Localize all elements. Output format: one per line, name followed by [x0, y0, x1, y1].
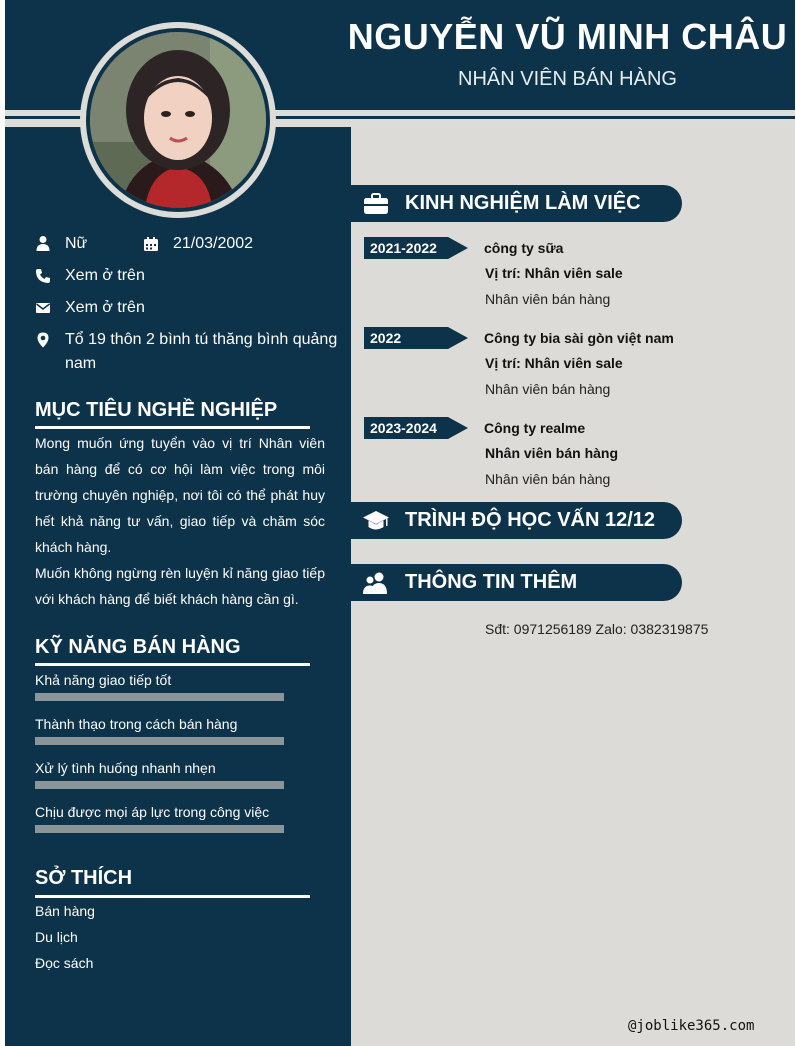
extra-info-header [351, 564, 682, 601]
email-value: Xem ở trên [65, 299, 145, 316]
candidate-name: NGUYỄN VŨ MINH CHÂU [347, 16, 788, 57]
profile-photo [90, 32, 266, 208]
skill-bar [35, 825, 284, 833]
job-years: 2022 [370, 330, 402, 346]
objective-text [35, 430, 325, 612]
skill-label: Khả năng giao tiếp tốt [35, 672, 172, 688]
job-position: Nhân viên bán hàng [485, 445, 619, 461]
job-position: Vị trí: Nhân viên sale [485, 265, 623, 281]
skills-title: KỸ NĂNG BÁN HÀNG [35, 636, 241, 658]
objective-underline [35, 426, 310, 429]
location-icon [35, 332, 51, 348]
skill-bar [35, 693, 284, 701]
education-title: TRÌNH ĐỘ HỌC VẤN 12/12 [405, 509, 656, 531]
skill-bar [35, 781, 284, 789]
contact-details: Sđt: 0971256189 Zalo: 0382319875 [485, 621, 709, 637]
job-years: 2023-2024 [370, 420, 437, 436]
job-company: Công ty realme [484, 420, 586, 436]
skill-label: Xử lý tình huống nhanh nhẹn [35, 760, 216, 776]
avatar [80, 22, 276, 218]
hobby-item: Đọc sách [35, 955, 94, 971]
watermark: @joblike365.com [628, 1018, 755, 1034]
users-icon [363, 570, 389, 596]
hobby-item: Du lịch [35, 929, 78, 945]
mail-icon [35, 300, 51, 316]
skill-bar [35, 737, 284, 745]
hobby-item: Bán hàng [35, 903, 95, 919]
experience-title: KINH NGHIỆM LÀM VIỆC [405, 192, 641, 214]
job-description: Nhân viên bán hàng [485, 471, 611, 487]
job-years: 2021-2022 [370, 240, 437, 256]
objective-title: MỤC TIÊU NGHỀ NGHIỆP [35, 399, 278, 421]
candidate-role: NHÂN VIÊN BÁN HÀNG [458, 68, 677, 90]
user-icon [35, 235, 51, 251]
job-company: Công ty bia sài gòn việt nam [484, 330, 674, 346]
job-company: công ty sữa [484, 240, 564, 256]
hobbies-title: SỞ THÍCH [35, 867, 133, 889]
hobbies-underline [35, 895, 310, 898]
job-description: Nhân viên bán hàng [485, 381, 611, 397]
education-header [351, 502, 682, 539]
briefcase-icon [363, 191, 389, 217]
skills-underline [35, 663, 310, 666]
experience-header [351, 185, 682, 222]
skill-label: Thành thạo trong cách bán hàng [35, 716, 238, 732]
phone-icon [35, 268, 51, 284]
objective-paragraph-1: Mong muốn ứng tuyển vào vị trí Nhân viên bán hàng để có cơ hội làm việc trong môi trường chuyên nghiệp, nơi tôi có thể phát huy hết khả năng tư vấn, giao tiếp và chăm sóc khách hàng. [35, 435, 325, 555]
address-value: Tổ 19 thôn 2 bình tú thăng bình quảng nam [65, 331, 338, 372]
extra-info-title: THÔNG TIN THÊM [405, 571, 578, 593]
calendar-icon [143, 236, 159, 252]
gender-value: Nữ [65, 235, 88, 252]
objective-paragraph-2: Muốn không ngừng rèn luyện kỉ năng giao tiếp với khách hàng để biết khách hàng cần gì. [35, 565, 325, 607]
job-description: Nhân viên bán hàng [485, 291, 611, 307]
graduation-cap-icon [363, 508, 389, 534]
skill-label: Chịu được mọi áp lực trong công việc [35, 804, 270, 820]
birthdate-value: 21/03/2002 [173, 235, 254, 252]
job-position: Vị trí: Nhân viên sale [485, 355, 623, 371]
phone-value: Xem ở trên [65, 267, 145, 284]
